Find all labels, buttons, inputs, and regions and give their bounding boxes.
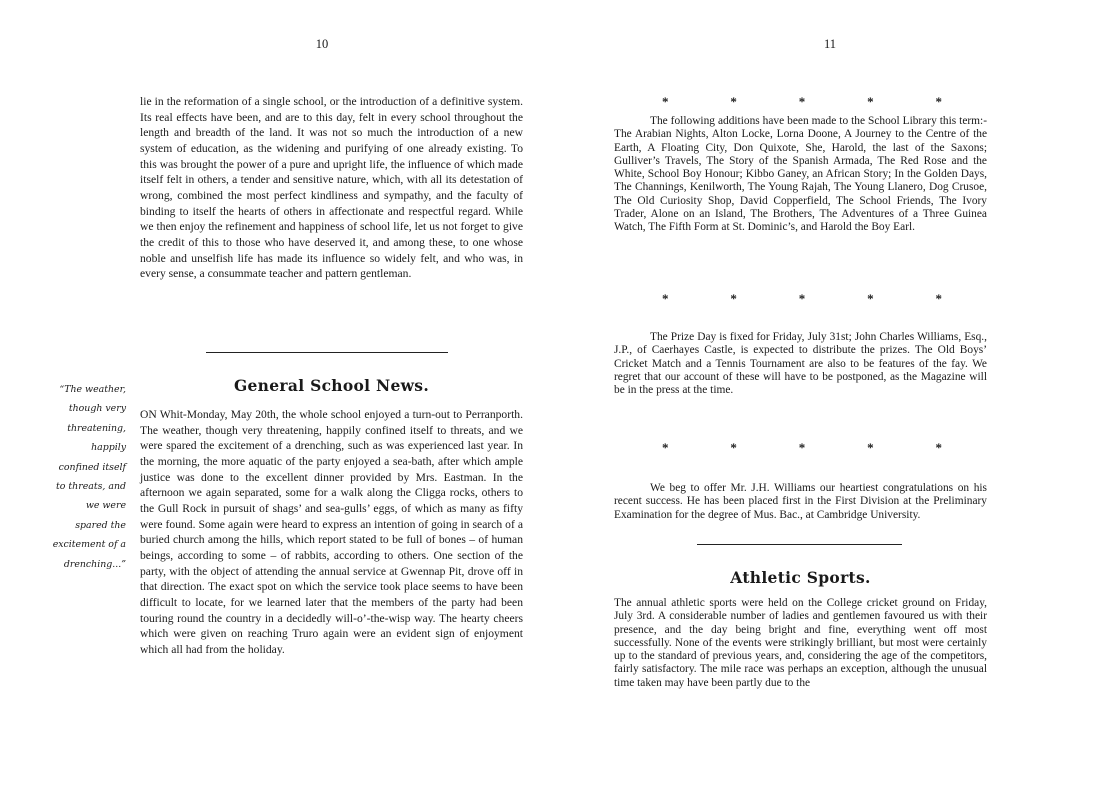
sports-paragraph-container (614, 597, 987, 690)
star-glyph: * (730, 94, 737, 109)
star-glyph: * (867, 94, 874, 109)
star-glyph: * (867, 440, 874, 455)
star-separator-2 (662, 291, 942, 307)
star-glyph: * (662, 440, 669, 455)
congrats-paragraph: We beg to offer Mr. J.H. Williams our heartiest congratulations on his recent success. He has been placed first in the First Division at the Preliminary Examination for the degree of Mus. Bac., at Cambridge University. (614, 482, 987, 521)
section-heading-general-school-news: General School News. (233, 376, 430, 395)
star-glyph: * (798, 94, 806, 109)
news-paragraph-container (140, 407, 523, 658)
star-separator-3 (662, 440, 942, 456)
sports-paragraph: The annual athletic sports were held on the College cricket ground on Friday, July 3rd. A considerable number of ladies and gentlemen favoured us with their presence, and the day being bright and fine, everything went off most successfully. None of the events were strikingly brilliant, but most were certainly up to the standard of previous years, and, considering the age of the competitors, fairly satisfactory. The mile race was perhaps an exception, although the unusual time taken may have been partly due to the (614, 597, 987, 689)
prize-paragraph: The Prize Day is fixed for Friday, July 31st; John Charles Williams, Esq., J.P., of Caerhayes Castle, is expected to distribute the prizes. The Old Boys’ Cricket Match and a Tennis Tournament are also to be features of the fay. We regret that our account of these will have to be postponed, as the Magazine will be in the press at the time. (614, 331, 987, 397)
star-glyph: * (798, 291, 806, 306)
intro-paragraph-container (140, 94, 523, 282)
star-glyph: * (662, 291, 669, 306)
star-glyph: * (935, 291, 942, 306)
pull-quote: “The weather, though very threatening, happily confined itself to threats, and we were spared the excitement of a drenching...” (52, 384, 126, 570)
library-paragraph-container (614, 115, 987, 235)
star-separator-1 (662, 94, 942, 110)
star-glyph: * (935, 440, 942, 455)
library-paragraph: The following additions have been made to the School Library this term:- The Arabian Nights, Alton Locke, Lorna Doone, A Journey to the Centre of the Earth, A Floating City, Don Quixote, She, Harold, the last of the Saxons; Gulliver’s Travels, The Story of the Spanish Armada, The Red Rose and the White, School Boy Honour; Kibbo Ganey, an African Story; In the Golden Days, The Channings, Kenilworth, The Young Rajah, The Young Llanero, Dog Crusoe, The Old Curiosity Shop, David Copperfield, The School Friends, The Ivory Trader, Alone on an Island, The Brothers, The Adventures of a Three Guinea Watch, The Fifth Form at St. Dominic’s, and Harold the Boy Earl. (614, 115, 987, 234)
page-number-right: 11 (823, 37, 837, 51)
section-heading-athletic-sports: Athletic Sports. (730, 568, 871, 587)
page-number-left: 10 (315, 37, 329, 51)
news-paragraph: ON Whit-Monday, May 20th, the whole school enjoyed a turn-out to Perranporth. The weather, though very threatening, happily confined itself to threats, and we were spared the excitement of a drenching, such as was experienced last year. In the morning, the more aquatic of the party enjoyed a sea-bath, after which ample justice was done to the excellent dinner provided by Mrs. Eastman. In the afternoon we again separated, some for a walk along the Cligga rocks, others to the Gull Rock in pursuit of shags’ and sea-gulls’ eggs, of which as many as fifty were found. Some again were heard to express an intention of going in search of a buried church among the hills, which report stated to be full of bones – of human beings, according to some – of rabbits, according to others. One section of the party, with the object of attending the annual service at Gwennap Pit, drove off in that direction. The exact spot on which the service took place seems to have been difficult to locate, for we learned later that the members of the party had been touring round the country in a decidedly will-o’-the-wisp way. The hearty cheers which were given on reaching Truro again were an evident sign of enjoyment which all had from the holiday. (140, 408, 523, 656)
star-glyph: * (867, 291, 874, 306)
star-glyph: * (662, 94, 669, 109)
star-glyph: * (730, 291, 737, 306)
section-divider-left (206, 352, 448, 353)
star-glyph: * (730, 440, 737, 455)
intro-paragraph: lie in the reformation of a single school, or the introduction of a definitive system. Its real effects have been, and are to this day, felt in every school throughout the length and breadth of the land. It was not so much the introduction of a new system of education, as the widening and purifying of one already existing. To this was brought the power of a pure and upright life, the influence of which made itself felt in others, a tender and sensitive nature, which, with all its detestation of wrong, combined the most perfect kindliness and sympathy, and the faculty of binding to itself the hearts of others in affectionate and respectful regard. While we then enjoy the refinement and happiness of school life, let us not forget to give the credit of this to those who have deserved it, and among these, to one whose noble and unselfish life has made its influence so widely felt, and who was, in every sense, a consummate teacher and pattern gentleman. (140, 95, 523, 281)
star-glyph: * (798, 440, 806, 455)
prize-paragraph-container (614, 331, 987, 397)
congrats-paragraph-container (614, 482, 987, 522)
star-glyph: * (935, 94, 942, 109)
section-divider-right (697, 544, 902, 545)
